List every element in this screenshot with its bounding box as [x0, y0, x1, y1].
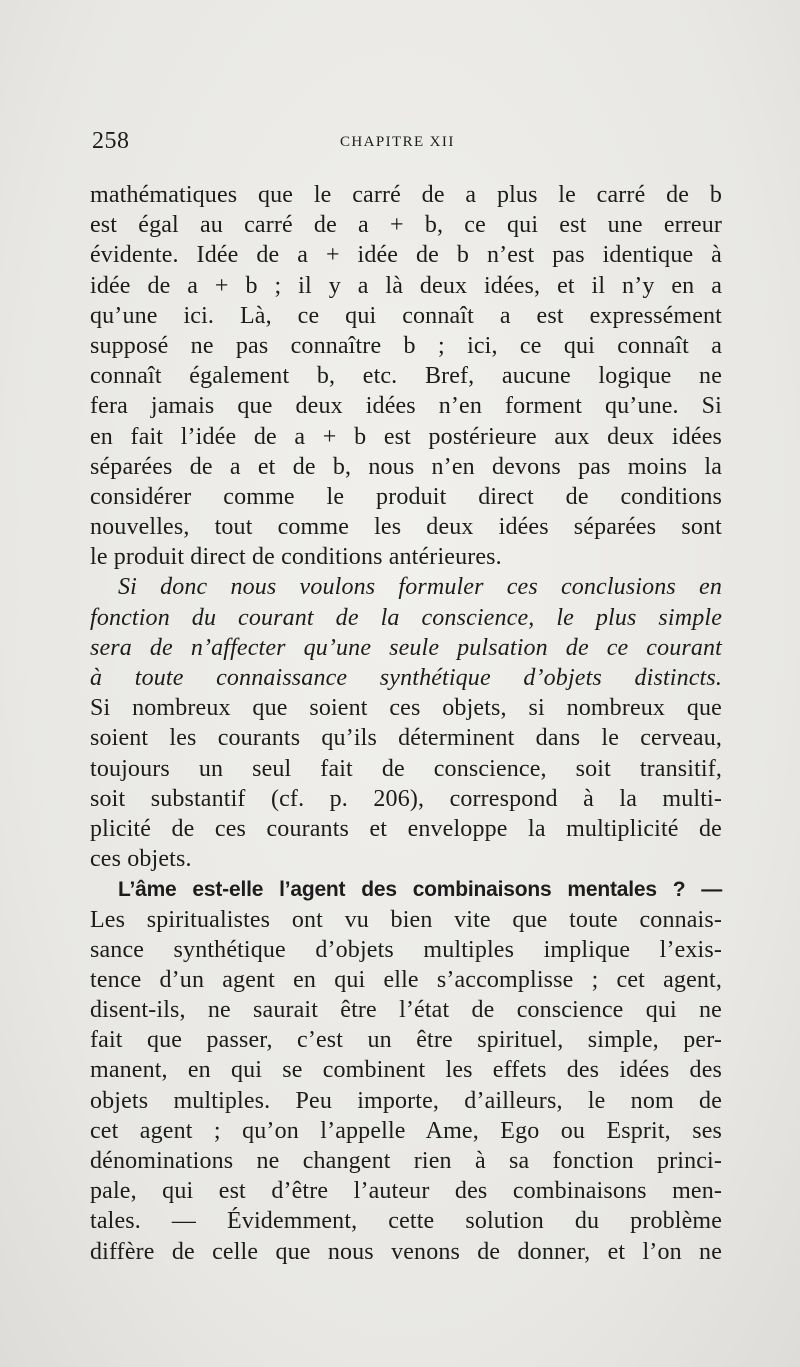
- text-line: qu’une ici. Là, ce qui connaît a est expressément: [90, 302, 722, 329]
- text-line: ces objets.: [90, 846, 192, 873]
- text-line: tence d’un agent en qui elle s’accomplisse ; cet agent,: [90, 966, 722, 993]
- text-line: nouvelles, tout comme les deux idées séparées sont: [90, 514, 722, 541]
- text-line: pale, qui est d’être l’auteur des combinaisons men-: [90, 1178, 722, 1205]
- text-line: en fait l’idée de a + b est postérieure aux deux idées: [90, 423, 722, 450]
- text-line: soient les courants qu’ils déterminent dans le cerveau,: [90, 725, 722, 752]
- text-line: sance synthétique d’objets multiples implique l’exis-: [90, 936, 722, 963]
- text-line: Les spiritualistes ont vu bien vite que toute connais-: [90, 906, 722, 933]
- text-line: toujours un seul fait de conscience, soit transitif,: [90, 755, 722, 782]
- running-head: CHAPITRE XII: [340, 134, 455, 150]
- body-text: [90, 180, 722, 1267]
- text-line: considérer comme le produit direct de conditions: [90, 483, 722, 510]
- italic-paragraph-line: à toute connaissance synthétique d’objets distincts.: [90, 665, 722, 691]
- italic-paragraph-line: Si donc nous voulons formuler ces conclusions en: [118, 574, 722, 601]
- text-line: est égal au carré de a + b, ce qui est une erreur: [90, 212, 722, 239]
- section-heading-line: [90, 874, 722, 904]
- text-line: fait que passer, c’est un être spirituel, simple, per-: [90, 1027, 722, 1054]
- text-line: supposé ne pas connaître b ; ici, ce qui connaît a: [90, 332, 722, 359]
- text-line: évidente. Idée de a + idée de b n’est pas identique à: [90, 242, 722, 269]
- text-line: connaît également b, etc. Bref, aucune logique ne: [90, 363, 722, 390]
- italic-paragraph-line: fonction du courant de la conscience, le plus simple: [90, 604, 722, 631]
- text-line: le produit direct de conditions antérieures.: [90, 544, 502, 571]
- text-line: objets multiples. Peu importe, d’ailleurs, le nom de: [90, 1087, 722, 1114]
- page-header: [92, 128, 720, 158]
- text-line: dénominations ne changent rien à sa fonction princi-: [90, 1148, 722, 1174]
- text-line: diffère de celle que nous venons de donner, et l’on ne: [90, 1238, 722, 1265]
- text-line: disent-ils, ne saurait être l’état de conscience qui ne: [90, 997, 722, 1024]
- text-line: séparées de a et de b, nous n’en devons pas moins la: [90, 453, 722, 480]
- text-line: mathématiques que le carré de a plus le carré de b: [90, 182, 722, 208]
- text-line: fera jamais que deux idées n’en forment qu’une. Si: [90, 393, 722, 420]
- italic-paragraph-line: sera de n’affecter qu’une seule pulsation de ce courant: [90, 634, 722, 661]
- text-line: cet agent ; qu’on l’appelle Ame, Ego ou Esprit, ses: [90, 1117, 722, 1144]
- text-line: idée de a + b ; il y a là deux idées, et il n’y en a: [90, 272, 722, 299]
- section-heading: L’âme est-elle l’agent des combinaisons mentales ? —: [118, 878, 722, 902]
- text-line: tales. — Évidemment, cette solution du problème: [90, 1208, 722, 1235]
- page-number: 258: [92, 128, 130, 154]
- text-line: soit substantif (cf. p. 206), correspond à la multi-: [90, 785, 722, 812]
- text-line: plicité de ces courants et enveloppe la multiplicité de: [90, 815, 722, 842]
- text-line: Si nombreux que soient ces objets, si nombreux que: [90, 695, 722, 722]
- text-line: manent, en qui se combinent les effets des idées des: [90, 1057, 722, 1084]
